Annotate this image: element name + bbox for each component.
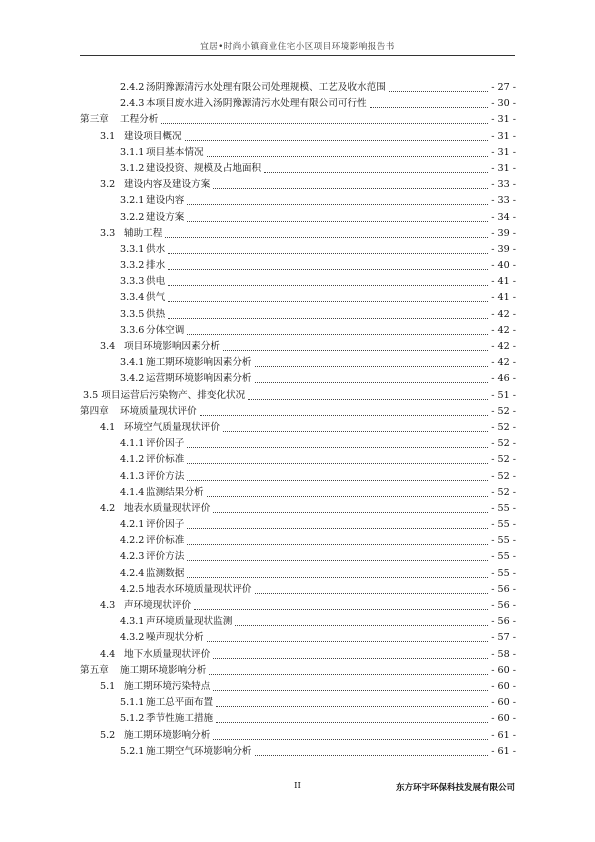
toc-entry[interactable] xyxy=(80,96,516,112)
header-rule xyxy=(80,55,515,56)
toc-entry-page: - 52 - xyxy=(490,452,516,468)
toc-entry[interactable] xyxy=(80,80,516,96)
toc-entry-title: 建设方案 xyxy=(146,210,185,226)
toc-entry-title: 工程分析 xyxy=(120,112,159,128)
toc-entry-title: 辅助工程 xyxy=(124,226,163,242)
toc-leader-dots xyxy=(213,501,488,513)
toc-entry-title: 施工期空气环境影响分析 xyxy=(146,744,253,760)
toc-leader-dots xyxy=(255,744,489,756)
toc-leader-dots xyxy=(187,549,488,561)
toc-entry-title: 项目环境影响因素分析 xyxy=(124,339,221,355)
toc-leader-dots xyxy=(187,517,488,529)
toc-entry-title: 地表水质量现状评价 xyxy=(124,501,211,517)
toc-entry-number: 3.3.3 xyxy=(120,276,145,288)
toc-entry[interactable] xyxy=(80,711,516,727)
toc-entry-title: 评价方法 xyxy=(146,549,185,565)
toc-entry[interactable] xyxy=(80,517,516,533)
toc-entry-title: 分体空调 xyxy=(146,323,185,339)
toc-leader-dots xyxy=(255,371,489,383)
toc-entry-number: 3.4.1 xyxy=(120,357,145,369)
toc-entry-title: 建设内容 xyxy=(146,193,185,209)
toc-entry-number: 5.1.2 xyxy=(120,713,145,725)
toc-leader-dots xyxy=(187,323,488,335)
toc-entry-page: - 42 - xyxy=(490,355,516,371)
toc-entry-title: 供热 xyxy=(146,307,166,323)
toc-entry[interactable] xyxy=(80,323,516,339)
toc-entry-page: - 52 - xyxy=(490,469,516,485)
toc-entry[interactable] xyxy=(80,566,516,582)
toc-entry-title: 施工期环境影响分析 xyxy=(124,728,211,744)
toc-leader-dots xyxy=(213,177,488,189)
toc-leader-dots xyxy=(187,566,488,578)
toc-entry-number: 3.4.2 xyxy=(120,373,145,385)
toc-entry[interactable] xyxy=(80,112,516,128)
toc-entry-number: 2.4.3 xyxy=(120,98,145,110)
toc-entry-page: - 31 - xyxy=(490,145,516,161)
toc-entry-page: - 33 - xyxy=(490,193,516,209)
toc-entry[interactable] xyxy=(80,598,516,614)
toc-entry-title: 环境质量现状评价 xyxy=(120,404,198,420)
toc-leader-dots xyxy=(168,258,488,270)
toc-entry-page: - 31 - xyxy=(490,161,516,177)
toc-entry[interactable] xyxy=(80,388,516,404)
toc-leader-dots xyxy=(213,679,488,691)
toc-entry-page: - 52 - xyxy=(490,404,516,420)
toc-entry-number: 4.2.1 xyxy=(120,519,145,531)
toc-leader-dots xyxy=(161,112,488,124)
toc-entry-page: - 34 - xyxy=(490,210,516,226)
toc-entry-number: 4.1.3 xyxy=(120,470,145,482)
toc-entry-number: 第三章 xyxy=(80,114,109,126)
toc-leader-dots xyxy=(168,242,488,254)
toc-entry-title: 运营期环境影响因素分析 xyxy=(146,371,253,387)
toc-entry-number: 3.1.1 xyxy=(120,146,145,158)
toc-leader-dots xyxy=(213,647,488,659)
toc-entry[interactable] xyxy=(80,695,516,711)
toc-entry-number: 5.2.1 xyxy=(120,745,145,757)
toc-entry-number: 4.1.2 xyxy=(120,454,145,466)
toc-entry-title: 施工总平面布置 xyxy=(146,695,214,711)
toc-leader-dots xyxy=(207,145,489,157)
toc-leader-dots xyxy=(194,598,488,610)
toc-entry[interactable] xyxy=(80,371,516,387)
toc-entry-title: 3.5 项目运营后污染物产、排变化状况 xyxy=(83,388,246,404)
toc-entry-number: 5.2 xyxy=(100,729,116,741)
toc-leader-dots xyxy=(207,485,489,497)
toc-entry[interactable] xyxy=(80,274,516,290)
toc-entry-number: 4.3.1 xyxy=(120,616,145,628)
toc-entry[interactable] xyxy=(80,744,516,760)
toc-entry[interactable] xyxy=(80,145,516,161)
toc-entry-title: 评价标准 xyxy=(146,452,185,468)
toc-entry[interactable] xyxy=(80,469,516,485)
toc-entry-page: - 42 - xyxy=(490,339,516,355)
toc-entry-number: 4.4 xyxy=(100,648,116,660)
toc-entry-number: 5.1.1 xyxy=(120,697,145,709)
toc-leader-dots xyxy=(223,339,488,351)
toc-entry[interactable] xyxy=(80,161,516,177)
toc-entry-title: 地下水质量现状评价 xyxy=(124,647,211,663)
toc-entry-page: - 60 - xyxy=(490,679,516,695)
toc-entry-page: - 40 - xyxy=(490,258,516,274)
toc-entry-page: - 39 - xyxy=(490,226,516,242)
toc-entry-page: - 33 - xyxy=(490,177,516,193)
toc-entry-page: - 60 - xyxy=(490,711,516,727)
toc-entry-title: 评价因子 xyxy=(146,436,185,452)
footer-company: 东方环宇环保科技发展有限公司 xyxy=(395,783,515,793)
toc-entry[interactable] xyxy=(80,614,516,630)
toc-entry-page: - 60 - xyxy=(490,663,516,679)
toc-entry-title: 供气 xyxy=(146,290,166,306)
toc-entry[interactable] xyxy=(80,452,516,468)
toc-entry-title: 排水 xyxy=(146,258,166,274)
toc-leader-dots xyxy=(389,80,488,92)
toc-entry-title: 评价标准 xyxy=(146,533,185,549)
toc-entry-page: - 61 - xyxy=(490,744,516,760)
toc-entry[interactable] xyxy=(80,549,516,565)
toc-entry[interactable] xyxy=(80,290,516,306)
toc-leader-dots xyxy=(200,404,488,416)
toc-entry-number: 4.2.4 xyxy=(120,567,145,579)
toc-entry[interactable] xyxy=(80,436,516,452)
toc-entry-page: - 39 - xyxy=(490,242,516,258)
toc-entry-number: 4.3.2 xyxy=(120,632,145,644)
toc-leader-dots xyxy=(255,355,489,367)
toc-entry-title: 声环境现状评价 xyxy=(124,598,192,614)
toc-entry-title: 地表水环境质量现状评价 xyxy=(146,582,253,598)
toc-entry-title: 评价因子 xyxy=(146,517,185,533)
toc-leader-dots xyxy=(370,96,489,108)
toc-leader-dots xyxy=(187,193,488,205)
toc-leader-dots xyxy=(187,436,488,448)
toc-entry-page: - 42 - xyxy=(490,307,516,323)
toc-entry-page: - 58 - xyxy=(490,647,516,663)
toc-entry-page: - 52 - xyxy=(490,436,516,452)
toc-entry-page: - 55 - xyxy=(490,501,516,517)
toc-entry-number: 3.3.6 xyxy=(120,324,145,336)
toc-entry-number: 2.4.2 xyxy=(120,82,145,93)
toc-leader-dots xyxy=(235,614,488,626)
toc-entry-number: 3.2.2 xyxy=(120,211,145,223)
toc-entry-page: - 41 - xyxy=(490,274,516,290)
toc-leader-dots xyxy=(209,663,488,675)
toc-entry-title: 施工期环境影响分析 xyxy=(120,663,207,679)
toc-entry-page: - 31 - xyxy=(490,112,516,128)
toc-entry[interactable] xyxy=(80,728,516,744)
toc-leader-dots xyxy=(168,274,488,286)
toc-entry-page: - 52 - xyxy=(490,485,516,501)
toc-leader-dots xyxy=(264,161,488,173)
toc-entry-title: 噪声现状分析 xyxy=(146,630,205,646)
toc-entry-number: 4.2.2 xyxy=(120,535,145,547)
toc-entry-page: - 52 - xyxy=(490,420,516,436)
toc-entry[interactable] xyxy=(80,647,516,663)
toc-entry[interactable] xyxy=(80,404,516,420)
toc-entry[interactable] xyxy=(80,630,516,646)
running-header: 宜居•时尚小镇商业住宅小区项目环境影响报告书 xyxy=(200,42,395,52)
toc-entry-number: 3.3.5 xyxy=(120,308,145,320)
toc-entry-page: - 55 - xyxy=(490,549,516,565)
toc-entry[interactable] xyxy=(80,242,516,258)
toc-entry-number: 4.2.5 xyxy=(120,583,145,595)
toc-entry-title: 汤阴豫源清污水处理有限公司处理规模、工艺及收水范围 xyxy=(146,80,387,96)
toc-entry-title: 建设项目概况 xyxy=(124,129,183,145)
toc-leader-dots xyxy=(165,226,488,238)
toc-entry[interactable] xyxy=(80,177,516,193)
toc-leader-dots xyxy=(248,388,488,400)
toc-entry-number: 3.2 xyxy=(100,179,116,191)
toc-entry-number: 第四章 xyxy=(80,405,109,417)
toc-entry-number: 3.2.1 xyxy=(120,195,145,207)
toc-entry-page: - 56 - xyxy=(490,614,516,630)
toc-leader-dots xyxy=(168,290,488,302)
toc-entry[interactable] xyxy=(80,258,516,274)
toc-leader-dots xyxy=(216,711,488,723)
toc-entry[interactable] xyxy=(80,485,516,501)
toc-entry-title: 监测结果分析 xyxy=(146,485,205,501)
toc-entry-title: 项目基本情况 xyxy=(146,145,205,161)
toc-entry-number: 3.1 xyxy=(100,130,116,142)
toc-entry[interactable] xyxy=(80,679,516,695)
toc-entry-title: 监测数据 xyxy=(146,566,185,582)
toc-entry[interactable] xyxy=(80,226,516,242)
toc-entry[interactable] xyxy=(80,420,516,436)
page-number: II xyxy=(294,781,301,791)
toc-entry-page: - 55 - xyxy=(490,566,516,582)
toc-entry-page: - 31 - xyxy=(490,129,516,145)
toc-entry-title: 季节性施工措施 xyxy=(146,711,214,727)
toc-leader-dots xyxy=(187,533,488,545)
toc-entry-number: 4.2 xyxy=(100,502,116,514)
toc-entry-title: 环境空气质量现状评价 xyxy=(124,420,221,436)
toc-entry-title: 评价方法 xyxy=(146,469,185,485)
toc-entry-page: - 41 - xyxy=(490,290,516,306)
toc-entry[interactable] xyxy=(80,501,516,517)
toc-entry[interactable] xyxy=(80,129,516,145)
toc-entry-title: 建设内容及建设方案 xyxy=(124,177,211,193)
toc-entry-title: 施工期环境污染特点 xyxy=(124,679,211,695)
toc-leader-dots xyxy=(187,210,488,222)
toc-entry[interactable] xyxy=(80,210,516,226)
toc-entry[interactable] xyxy=(80,339,516,355)
toc-entry-number: 3.3.1 xyxy=(120,243,145,255)
toc-entry-number: 4.1.1 xyxy=(120,438,145,450)
toc-entry-title: 施工期环境影响因素分析 xyxy=(146,355,253,371)
toc-entry-number: 3.1.2 xyxy=(120,162,145,174)
toc-entry-number: 3.3.2 xyxy=(120,260,145,272)
toc-entry-title: 本项目废水进入汤阴豫源清污水处理有限公司可行性 xyxy=(146,96,368,112)
toc-entry[interactable] xyxy=(80,533,516,549)
toc-leader-dots xyxy=(185,129,489,141)
toc-leader-dots xyxy=(187,469,488,481)
toc-entry-page: - 61 - xyxy=(490,728,516,744)
toc-entry-number: 4.1 xyxy=(100,421,116,433)
toc-entry-number: 4.2.3 xyxy=(120,551,145,563)
toc-entry[interactable] xyxy=(80,355,516,371)
toc-entry-title: 建设投资、规模及占地面积 xyxy=(146,161,262,177)
toc-entry-page: - 27 - xyxy=(490,80,516,96)
toc-leader-dots xyxy=(168,307,488,319)
toc-leader-dots xyxy=(213,728,488,740)
toc-entry[interactable] xyxy=(80,307,516,323)
toc-entry-page: - 57 - xyxy=(490,630,516,646)
toc-leader-dots xyxy=(216,695,488,707)
toc-entry-number: 4.1.4 xyxy=(120,486,145,498)
toc-leader-dots xyxy=(255,582,489,594)
toc-entry-page: - 30 - xyxy=(490,96,516,112)
toc-entry-number: 3.3.4 xyxy=(120,292,145,304)
toc-entry-page: - 51 - xyxy=(490,388,516,404)
toc-entry-number: 3.3 xyxy=(100,227,116,239)
toc-entry-number: 5.1 xyxy=(100,680,116,692)
toc-entry-title: 声环境质量现状监测 xyxy=(146,614,233,630)
toc-entry-page: - 42 - xyxy=(490,323,516,339)
toc-leader-dots xyxy=(207,630,489,642)
toc-entry-number: 3.4 xyxy=(100,341,116,352)
toc-entry[interactable] xyxy=(80,663,516,679)
toc-entry-number: 4.3 xyxy=(100,600,116,611)
toc-entry-page: - 56 - xyxy=(490,598,516,614)
toc-entry[interactable] xyxy=(80,582,516,598)
toc-entry-page: - 56 - xyxy=(490,582,516,598)
toc-leader-dots xyxy=(223,420,488,432)
toc-entry-page: - 46 - xyxy=(490,371,516,387)
toc-entry-number: 第五章 xyxy=(80,664,109,676)
toc-leader-dots xyxy=(187,452,488,464)
toc-entry-title: 供水 xyxy=(146,242,166,258)
toc-entry-page: - 55 - xyxy=(490,533,516,549)
table-of-contents xyxy=(80,80,516,760)
toc-entry-page: - 55 - xyxy=(490,517,516,533)
toc-entry-title: 供电 xyxy=(146,274,166,290)
toc-entry-page: - 60 - xyxy=(490,695,516,711)
toc-entry[interactable] xyxy=(80,193,516,209)
